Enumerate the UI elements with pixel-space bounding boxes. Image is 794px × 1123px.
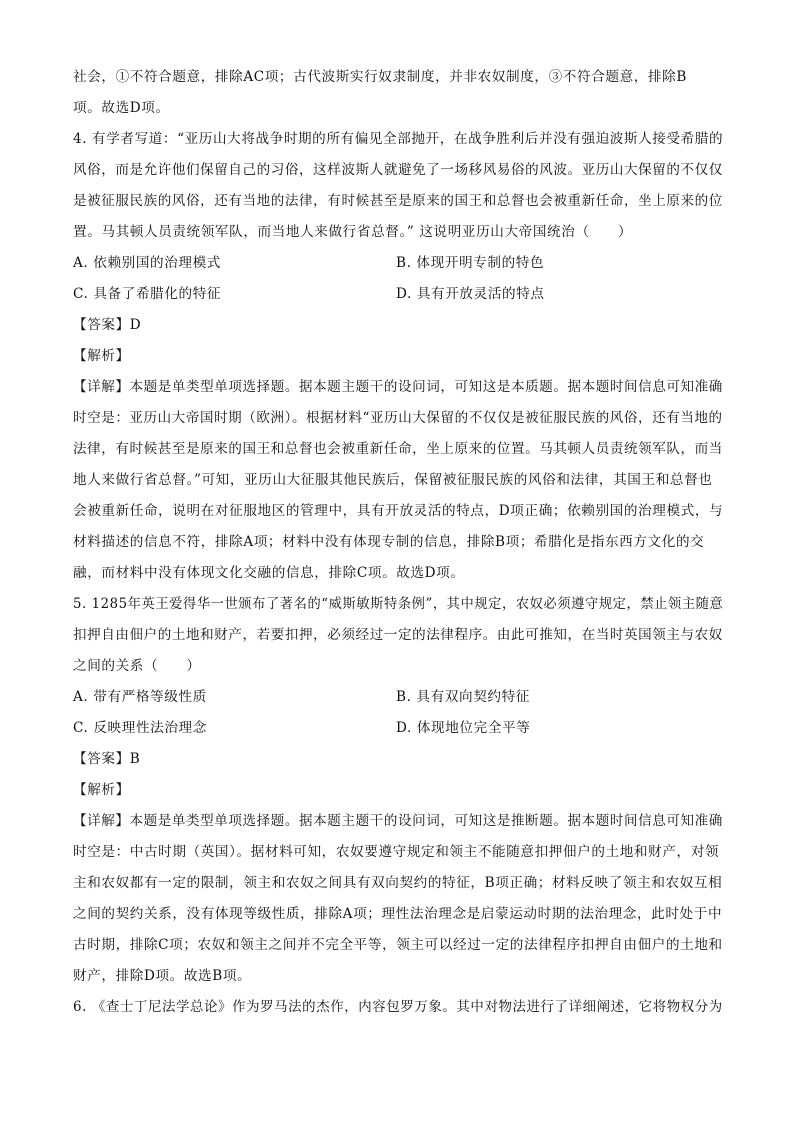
q4-detail-line-4: 地人来做行省总督。”可知，亚历山大征服其他民族后，保留被征服民族的风俗和法律，其国王和总督也	[73, 472, 713, 488]
q5-stem-line-3: 之间的关系（ ）	[73, 658, 201, 674]
q4-analysis-label: 【解析】	[73, 348, 130, 364]
q5-option-c: C. 反映理性法治理念	[73, 720, 207, 736]
q4-detail-line-2: 时空是：亚历山大帝国时期（欧洲）。根据材料“亚历山大保留的不仅仅是被征服民族的风俗，还有当地的	[73, 410, 723, 426]
q4-option-b: B. 体现开明专制的特色	[396, 255, 545, 271]
q5-option-d: D. 体现地位完全平等	[396, 720, 531, 736]
q5-option-a: A. 带有严格等级性质	[73, 689, 207, 705]
q4-stem-line-3: 是被征服民族的风俗，还有当地的法律，有时候甚至是原来的国王和总督也会被重新任命，坐上原来的位	[73, 193, 723, 209]
q4-options-row-1	[73, 248, 723, 279]
q4-option-a: A. 依赖别国的治理模式	[73, 255, 222, 271]
q4-option-c: C. 具备了希腊化的特征	[73, 286, 222, 302]
q4-detail-line-5: 会被重新任命，说明在对征服地区的管理中，具有开放灵活的特点，D项正确；依赖别国的治理模式，与	[73, 503, 724, 519]
q4-detail-line-1: 【详解】本题是单类型单项选择题。据本题主题干的设问词，可知这是本质题。据本题时间信息可知准确	[73, 379, 723, 395]
q4-stem-line-2: 风俗，而是允许他们保留自己的习俗，这样波斯人就避免了一场移风易俗的风波。亚历山大保留的不仅仅	[73, 162, 723, 178]
document-page	[73, 62, 723, 1023]
intro-line-2: 项。故选D项。	[73, 100, 170, 116]
q5-detail-line-3: 主和农奴都有一定的限制，领主和农奴之间具有双向契约的特征，B项正确；材料反映了领主和农奴互相	[73, 875, 723, 891]
q5-detail-line-2: 时空是：中古时期（英国）。据材料可知，农奴要遵守规定和领主不能随意扣押佃户的土地和财产，对领	[73, 844, 720, 860]
q5-detail-line-5: 古时期，排除C项；农奴和领主之间并不完全平等，领主可以经过一定的法律程序扣押自由佃户的土地和	[73, 937, 723, 953]
q5-detail-line-4: 之间的契约关系，没有体现等级性质，排除A项；理性法治理念是启蒙运动时期的法治理念，此时处于中	[73, 906, 723, 922]
q4-detail-line-6: 材料描述的信息不符，排除A项；材料中没有体现专制的信息，排除B项；希腊化是指东西方文化的交	[73, 534, 705, 550]
q4-options-row-2	[73, 279, 723, 310]
q5-detail-line-6: 财产，排除D项。故选B项。	[73, 968, 252, 984]
q5-stem-line-2: 扣押自由佃户的土地和财产，若要扣押，必须经过一定的法律程序。由此可推知，在当时英国领主与农奴	[73, 627, 723, 643]
q4-detail-line-7: 融，而材料中没有体现文化交融的信息，排除C项。故选D项。	[73, 565, 465, 581]
q5-detail-line-1: 【详解】本题是单类型单项选择题。据本题主题干的设问词，可知这是推断题。据本题时间信息可知准确	[73, 813, 723, 829]
q4-stem-line-4: 置。马其顿人员责统领军队，而当地人来做行省总督。” 这说明亚历山大帝国统治（ ）	[73, 224, 633, 240]
q6-stem-line-1: 6. 《查士丁尼法学总论》作为罗马法的杰作，内容包罗万象。其中对物法进行了详细阐述，它将物权分为	[73, 999, 723, 1015]
q5-stem-line-1: 5. 1285年英王爱得华一世颁布了著名的“威斯敏斯特条例”，其中规定，农奴必须遵守规定，禁止领主随意	[73, 596, 724, 612]
q5-options-row-1	[73, 682, 723, 713]
q5-options-row-2	[73, 713, 723, 744]
q4-stem-line-1: 4. 有学者写道：“亚历山大将战争时期的所有偏见全部抛开，在战争胜利后并没有强迫波斯人接受希腊的	[73, 131, 724, 147]
intro-line-1: 社会，①不符合题意，排除AC项；古代波斯实行奴隶制度，并非农奴制度，③不符合题意，排除B	[73, 69, 687, 85]
q4-detail-line-3: 法律，有时候甚至是原来的国王和总督也会被重新任命，坐上原来的位置。马其顿人员责统领军队，而当	[73, 441, 723, 457]
q4-option-d: D. 具有开放灵活的特点	[396, 286, 545, 302]
q4-answer: 【答案】D	[73, 317, 142, 333]
q5-option-b: B. 具有双向契约特征	[396, 689, 530, 705]
q5-answer: 【答案】B	[73, 751, 141, 767]
q5-analysis-label: 【解析】	[73, 782, 130, 798]
